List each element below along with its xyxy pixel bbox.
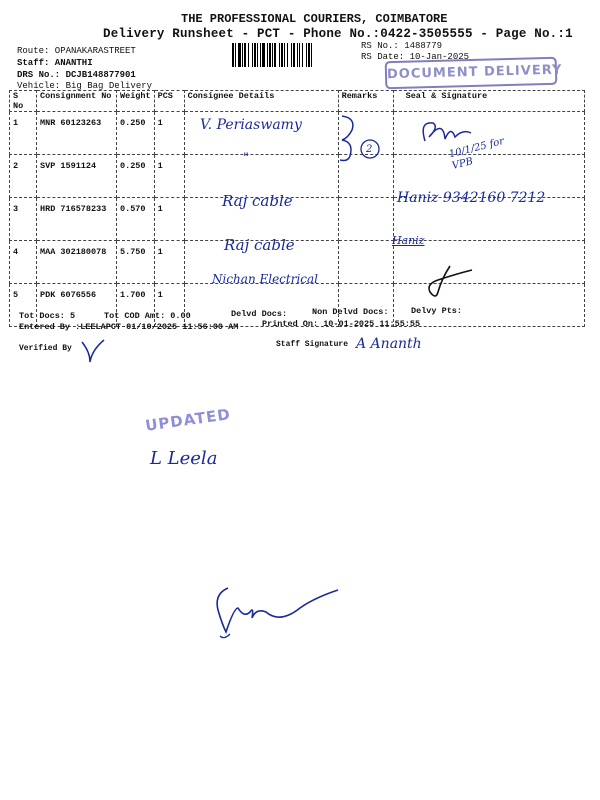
col-weight: Weight <box>117 91 155 112</box>
cell-pcs: 1 <box>154 284 184 327</box>
tot-cod-amt: Tot COD Amt: 0.00 <box>104 311 191 321</box>
barcode <box>232 43 354 67</box>
table-header-row <box>10 91 585 112</box>
signature-row-5 <box>416 262 474 302</box>
delvy-pts: Delvy Pts: <box>411 306 463 316</box>
cell-sno: 3 <box>10 198 37 241</box>
hw-consignee-1: V. Periaswamy <box>200 117 302 133</box>
staff-signature-label: Staff Signature <box>276 340 349 349</box>
bracket-mark <box>336 112 386 164</box>
vehicle-label: Vehicle: Big Bag Delivery <box>17 81 153 91</box>
updated-signature: L Leela <box>150 448 218 469</box>
hw-seal-3: Haniz 9342160 7212 <box>397 190 546 206</box>
col-remarks: Remarks <box>338 91 393 112</box>
company-title: THE PROFESSIONAL COURIERS, COIMBATORE <box>181 12 448 26</box>
signature-row-1 <box>415 115 475 147</box>
printed-on: Printed On: 10-01-2025 11:55:55 <box>262 319 421 329</box>
col-consignee: Consignee Details <box>184 91 338 112</box>
hw-consignee-4: Raj cable <box>224 236 295 254</box>
cell-remarks <box>338 198 393 241</box>
cell-pcs: 1 <box>154 241 184 284</box>
cell-sno: 2 <box>10 155 37 198</box>
rs-number: RS No.: 1488779 <box>361 41 443 51</box>
entered-by: Entered By :LEELAPCT 01/10/2025 11:56:00 AM <box>19 322 239 332</box>
cell-consignment: SVP 1591124 <box>37 155 117 198</box>
hw-seal-4: Haniz <box>392 234 425 247</box>
cell-remarks <box>338 241 393 284</box>
col-consignment: Consignment No <box>37 91 117 112</box>
cell-weight: 0.250 <box>117 112 155 155</box>
hw-remark-2: 2 <box>366 144 373 155</box>
route-label: Route: OPANAKARASTREET <box>17 46 136 56</box>
cell-pcs: 1 <box>154 155 184 198</box>
cell-consignment: MNR 60123263 <box>37 112 117 155</box>
cell-weight: 5.750 <box>117 241 155 284</box>
cell-weight: 1.700 <box>117 284 155 327</box>
cell-consignment: HRD 716578233 <box>37 198 117 241</box>
rs-date: RS Date: 10-Jan-2025 <box>361 52 470 62</box>
cell-pcs: 1 <box>154 112 184 155</box>
cell-sno: 5 <box>10 284 37 327</box>
hw-seal-2: 10/1/25 for VPB <box>447 136 506 172</box>
large-signature <box>210 578 360 648</box>
delvd-docs: Delvd Docs: <box>231 309 288 319</box>
runsheet-subtitle: Delivery Runsheet - PCT - Phone No.:0422-3505555 - Page No.:1 <box>103 27 573 41</box>
hw-consignee-3: Raj cable <box>222 192 293 210</box>
hw-consignee-5: Nichan Electrical <box>212 272 319 286</box>
hw-consignee-2: " <box>243 151 249 166</box>
verified-by: Verified By <box>19 344 72 353</box>
cell-consignment: MAA 302180078 <box>37 241 117 284</box>
cell-pcs: 1 <box>154 198 184 241</box>
cell-weight: 0.250 <box>117 155 155 198</box>
tot-docs: Tot Docs: 5 <box>19 311 76 321</box>
col-pcs: PCS <box>154 91 184 112</box>
staff-label: Staff: ANANTHI <box>17 58 93 68</box>
non-delvd-docs: Non Delvd Docs: <box>312 307 389 317</box>
staff-signature: A Ananth <box>356 336 422 352</box>
document-delivery-stamp: DOCUMENT DELIVERY <box>385 57 558 89</box>
updated-stamp: UPDATED <box>144 405 232 435</box>
barcode-bar <box>312 43 314 67</box>
verified-signature <box>78 336 108 366</box>
cell-consignment: PDK 6076556 <box>37 284 117 327</box>
col-seal: Seal & Signature <box>393 91 584 112</box>
cell-weight: 0.570 <box>117 198 155 241</box>
cell-sno: 1 <box>10 112 37 155</box>
cell-sno: 4 <box>10 241 37 284</box>
col-sno: S No <box>10 91 37 112</box>
drs-number: DRS No.: DCJB148877901 <box>17 70 136 80</box>
